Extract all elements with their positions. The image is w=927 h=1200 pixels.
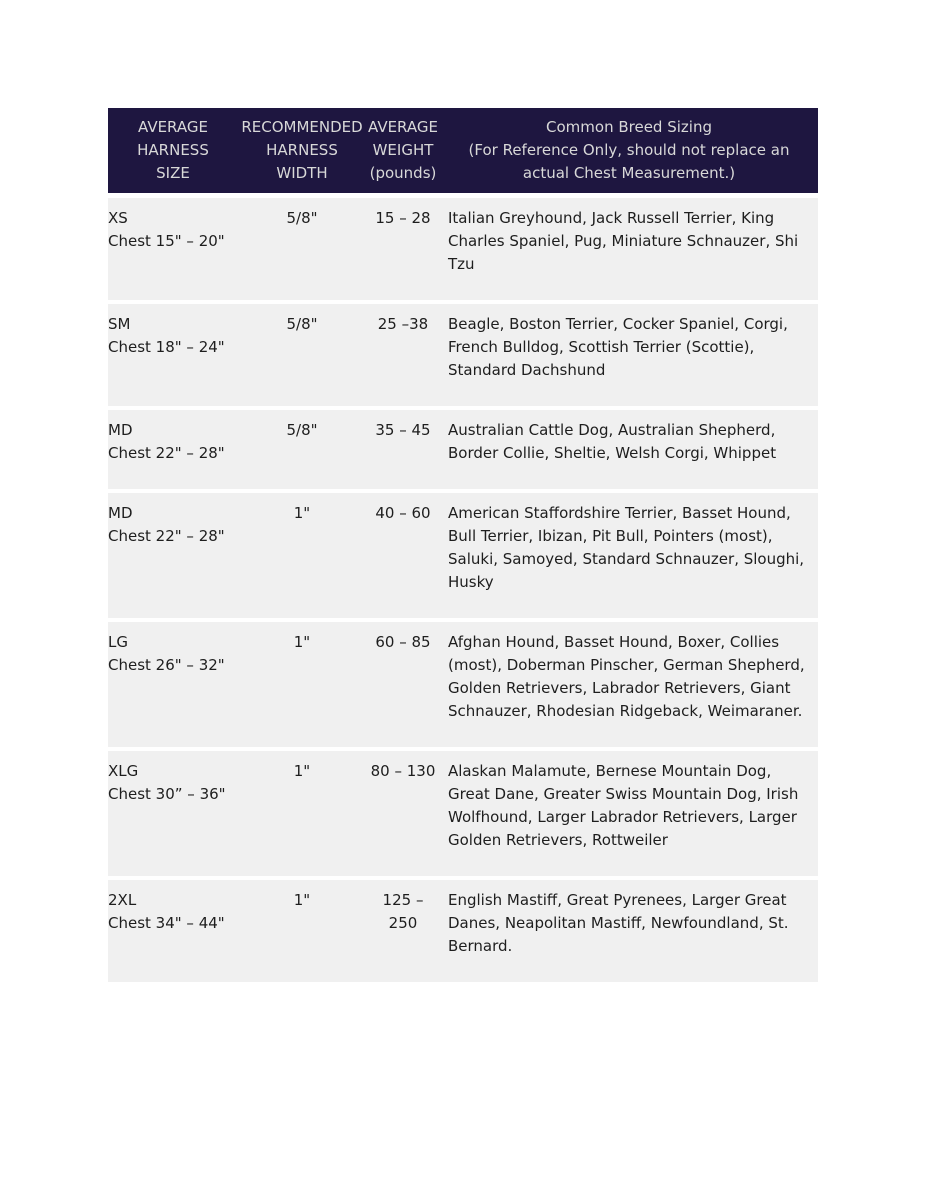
- size-cell: [108, 313, 238, 382]
- header-line: WEIGHT: [372, 141, 434, 159]
- breeds-cell: Australian Cattle Dog, Australian Shepherd, Border Collie, Sheltie, Welsh Corgi, Whippet: [448, 421, 777, 462]
- table-row-sm: [108, 304, 818, 406]
- header-col-harness-size: [108, 116, 238, 185]
- header-line: Common Breed Sizing: [546, 118, 712, 136]
- breeds-cell: Alaskan Malamute, Bernese Mountain Dog, Great Dane, Greater Swiss Mountain Dog, Irish Wolfhound, Larger Labrador Retrievers, Larger Golden Retrievers, Rottweiler: [448, 762, 799, 849]
- header-line: RECOMMENDED: [241, 118, 363, 136]
- chest-range: Chest 26" – 32": [108, 656, 225, 674]
- size-cell: [108, 889, 238, 958]
- width-cell: 1": [293, 891, 311, 909]
- width-cell: 1": [293, 504, 311, 522]
- width-cell: 1": [293, 633, 311, 651]
- chest-range: Chest 34" – 44": [108, 914, 225, 932]
- weight-cell: 125 – 250: [382, 891, 424, 932]
- header-col-weight: [366, 116, 440, 185]
- table-row-xlg: [108, 751, 818, 876]
- weight-cell: 80 – 130: [370, 762, 436, 780]
- header-line: AVERAGE: [368, 118, 438, 136]
- chest-range: Chest 22" – 28": [108, 527, 225, 545]
- size-label: MD: [108, 504, 133, 522]
- header-line: AVERAGE: [138, 118, 208, 136]
- header-line: (pounds): [369, 164, 437, 182]
- weight-cell: 40 – 60: [375, 504, 431, 522]
- size-label: MD: [108, 421, 133, 439]
- chest-range: Chest 22" – 28": [108, 444, 225, 462]
- breeds-cell: Afghan Hound, Basset Hound, Boxer, Collies (most), Doberman Pinscher, German Shepherd, Golden Retrievers, Labrador Retrievers, Giant Schnauzer, Rhodesian Ridgeback, Weimaraner.: [448, 633, 805, 720]
- table-row-md-wide: [108, 493, 818, 618]
- header-line: SIZE: [156, 164, 190, 182]
- breeds-cell: Beagle, Boston Terrier, Cocker Spaniel, Corgi, French Bulldog, Scottish Terrier (Scottie), Standard Dachshund: [448, 315, 788, 379]
- width-cell: 5/8": [286, 421, 318, 439]
- width-cell: 5/8": [286, 209, 318, 227]
- size-label: 2XL: [108, 891, 137, 909]
- size-cell: [108, 760, 238, 852]
- weight-cell: 35 – 45: [375, 421, 431, 439]
- chest-range: Chest 30” – 36": [108, 785, 226, 803]
- weight-cell: 60 – 85: [375, 633, 431, 651]
- header-line: HARNESS: [266, 141, 338, 159]
- table-row-xs: [108, 198, 818, 300]
- header-line: actual Chest Measurement.): [522, 164, 736, 182]
- weight-cell: 15 – 28: [375, 209, 431, 227]
- header-line: (For Reference Only, should not replace an: [468, 141, 790, 159]
- header-col-breed-sizing: [440, 116, 818, 185]
- header-line: HARNESS: [137, 141, 209, 159]
- breeds-cell: Italian Greyhound, Jack Russell Terrier, King Charles Spaniel, Pug, Miniature Schnauzer, Shi Tzu: [448, 209, 799, 273]
- table-row-lg: [108, 622, 818, 747]
- size-cell: [108, 631, 238, 723]
- size-cell: [108, 502, 238, 594]
- weight-cell: 25 –38: [377, 315, 429, 333]
- breeds-cell: American Staffordshire Terrier, Basset Hound, Bull Terrier, Ibizan, Pit Bull, Pointers (most), Saluki, Samoyed, Standard Schnauzer, Sloughi, Husky: [448, 504, 805, 591]
- size-cell: [108, 419, 238, 465]
- size-label: XLG: [108, 762, 139, 780]
- size-label: LG: [108, 633, 128, 651]
- size-label: SM: [108, 315, 131, 333]
- table-row-md-narrow: [108, 410, 818, 489]
- size-cell: [108, 207, 238, 276]
- size-label: XS: [108, 209, 128, 227]
- width-cell: 1": [293, 762, 311, 780]
- header-col-harness-width: [238, 116, 366, 185]
- chest-range: Chest 15" – 20": [108, 232, 225, 250]
- harness-sizing-table: [108, 108, 818, 986]
- chest-range: Chest 18" – 24": [108, 338, 225, 356]
- header-line: WIDTH: [276, 164, 328, 182]
- table-row-2xl: [108, 880, 818, 982]
- table-header-row: [108, 108, 818, 193]
- breeds-cell: English Mastiff, Great Pyrenees, Larger Great Danes, Neapolitan Mastiff, Newfoundland, St. Bernard.: [448, 891, 789, 955]
- width-cell: 5/8": [286, 315, 318, 333]
